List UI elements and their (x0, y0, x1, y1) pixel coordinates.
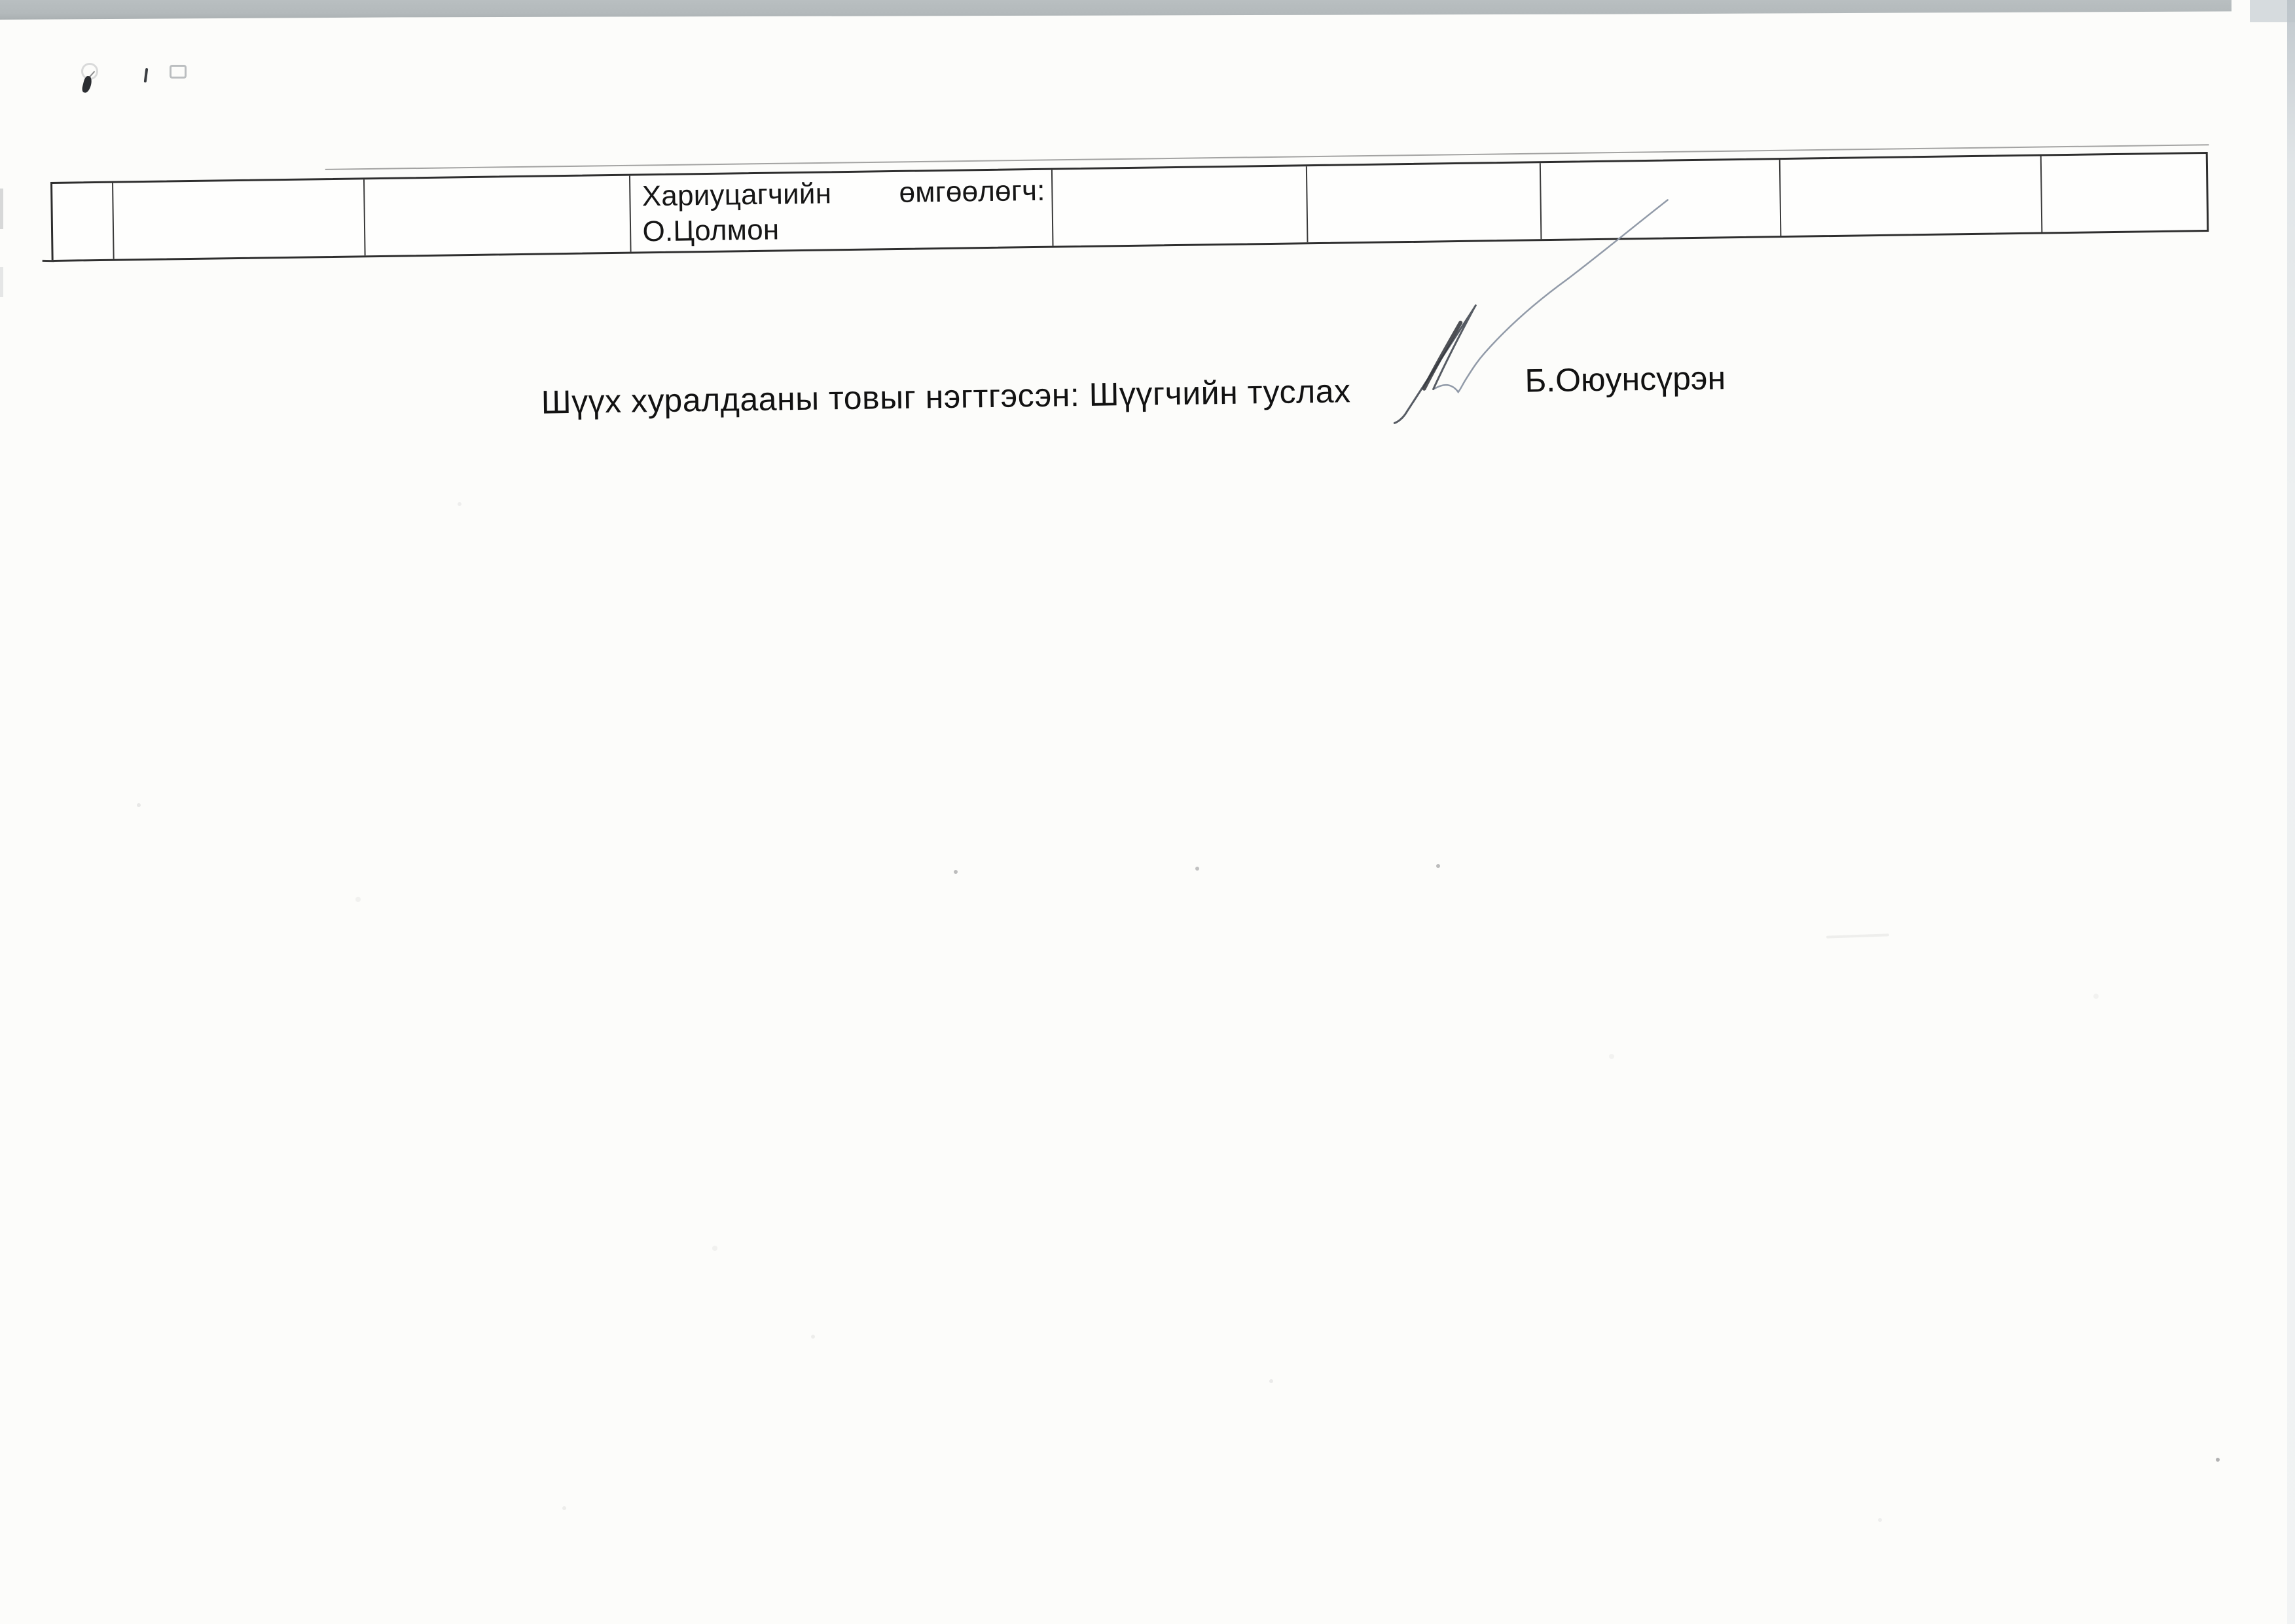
table-cell-text (365, 176, 629, 183)
document-content (50, 152, 2214, 679)
signer-name: Б.Оюунсүрэн (1525, 359, 1726, 399)
table-cell-text (1307, 163, 1539, 170)
secretary-caption: Шүүх хуралдааны товыг нэгтгэсэн: Шүүгчийн туслах (541, 372, 1351, 421)
stray-mark-square (170, 65, 187, 79)
table-cell (52, 183, 114, 260)
table-cell (365, 176, 632, 256)
table-cell (113, 179, 366, 259)
table-cell-text (2042, 154, 2206, 159)
scanner-right-edge-shade (2287, 0, 2295, 1624)
defendant-counsel-cell (630, 170, 1053, 252)
stray-mark-blob (81, 75, 93, 94)
signature-tip-curl (1394, 418, 1402, 423)
scanner-left-edge-artifact (0, 189, 3, 229)
table-cell-text (1053, 166, 1305, 173)
defendant-counsel-text: Хариуцагчийн өмгөөлөгч: О.Цолмон (642, 174, 1045, 248)
table-cell-text (1541, 160, 1779, 166)
table-border-tail (43, 260, 54, 262)
scanner-left-edge-artifact (0, 267, 3, 297)
table-cell-text (1780, 156, 2040, 164)
stray-mark-tick (144, 68, 149, 82)
table-cell (2042, 154, 2207, 232)
scanner-edge-strip (0, 0, 2232, 20)
table-cell-text (113, 179, 363, 186)
signature-retrace-stroke (1423, 323, 1461, 389)
table-cell (1780, 156, 2043, 236)
paper-smudge (1826, 933, 1889, 938)
table-cell (1053, 166, 1308, 245)
paper-speckles (0, 0, 3, 3)
table-cell-text (52, 183, 112, 187)
